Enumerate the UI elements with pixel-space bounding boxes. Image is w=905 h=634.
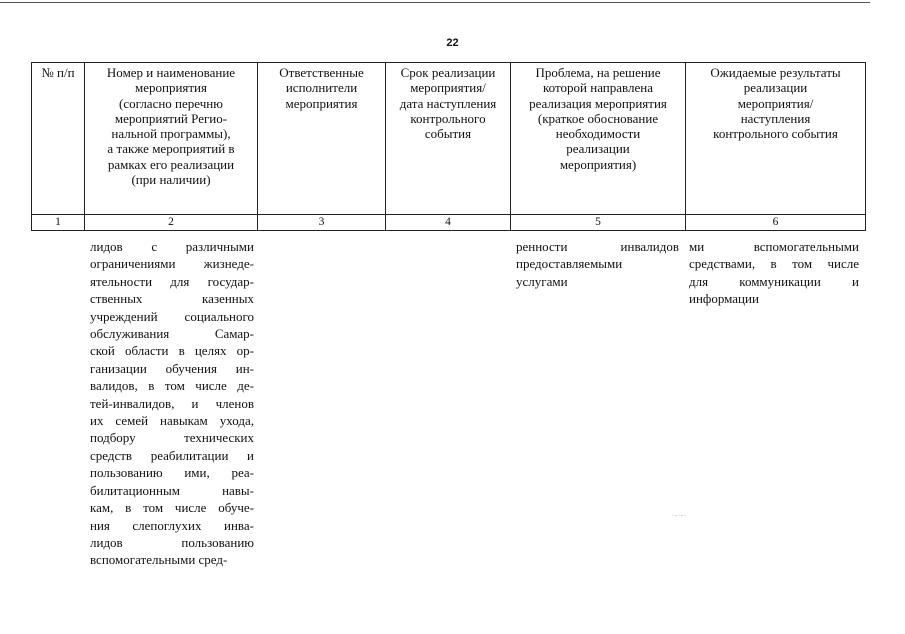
column-number-cell: 6 — [686, 215, 866, 231]
header-line: мероприятия/ — [410, 80, 486, 96]
text-line: обслуживания Самар- — [90, 326, 254, 342]
text-line: лидов пользованию — [90, 534, 254, 550]
header-cell-5 — [511, 63, 686, 215]
scan-speck: ·-·-· — [672, 513, 687, 519]
header-line: необходимости — [555, 126, 641, 142]
text-line: ственных казенных — [90, 291, 254, 307]
header-cell-4 — [386, 63, 511, 215]
text-line: их семей навыкам ухода, — [90, 413, 254, 429]
header-line: Номер и наименование — [106, 65, 236, 80]
header-line: дата наступления — [399, 95, 497, 111]
header-line: мероприятия — [285, 95, 358, 111]
header-line: реализации — [566, 141, 630, 157]
text-line: кам, в том числе обуче- — [90, 500, 254, 516]
text-line: средствами, в том числе — [689, 256, 859, 272]
text-line: предоставляемыми — [516, 256, 623, 272]
measures-table — [31, 62, 866, 231]
text-line: билитационным навы- — [90, 482, 254, 498]
text-line: ния слепоглухих инва- — [90, 517, 254, 533]
top-rule — [0, 2, 870, 3]
text-line: учреждений социального — [90, 308, 254, 324]
header-line: Проблема, на решение — [535, 65, 661, 80]
header-line: события — [424, 126, 472, 142]
column-number-row — [32, 215, 866, 231]
header-line: контрольного события — [713, 126, 838, 142]
header-line: исполнители — [285, 80, 358, 96]
header-line: Ожидаемые результаты — [710, 65, 841, 80]
header-line: (при наличии) — [131, 172, 211, 188]
text-line: тей-инвалидов, и членов — [90, 395, 254, 411]
page-number: 22 — [446, 37, 459, 49]
header-line: нальной программы), — [111, 126, 231, 142]
measure-name-continuation — [90, 238, 254, 569]
header-line: (согласно перечню — [119, 95, 223, 111]
header-cell-2 — [85, 63, 258, 215]
header-line: наступления — [740, 110, 811, 126]
header-line: (краткое обоснование — [537, 110, 659, 126]
text-line: ренности инвалидов — [516, 239, 679, 254]
table-header-row — [32, 63, 866, 215]
header-line: мероприятия — [134, 80, 207, 96]
header-line: мероприятия/ — [737, 95, 814, 111]
column-number-cell: 3 — [258, 215, 386, 231]
text-line: ганизации обучения ин- — [90, 360, 254, 376]
header-line: контрольного — [410, 110, 486, 126]
text-line: средств реабилитации и — [90, 447, 254, 463]
header-line: а также мероприятий в — [107, 141, 235, 157]
header-line: Срок реализации — [400, 65, 496, 80]
text-line: пользованию ими, реа- — [90, 465, 254, 481]
text-line: для коммуникации и — [689, 273, 859, 289]
text-line: вспомогательными сред- — [90, 552, 228, 568]
text-line: лидов с различными — [90, 239, 254, 254]
expected-results-continuation — [689, 238, 859, 308]
header-cell-3 — [258, 63, 386, 215]
header-line: № п/п — [41, 65, 75, 80]
header-line: мероприятия) — [559, 156, 637, 172]
header-cell-1 — [32, 63, 85, 215]
text-line: валидов, в том числе де- — [90, 378, 254, 394]
column-number-cell: 4 — [386, 215, 511, 231]
header-line: мероприятий Регио- — [114, 110, 228, 126]
text-line: ятельности для государ- — [90, 273, 254, 289]
text-line: ской области в целях ор- — [90, 343, 254, 359]
header-cell-6 — [686, 63, 866, 215]
text-line: услугами — [516, 273, 568, 289]
header-line: рамках его реализации — [107, 156, 235, 172]
text-line: информации — [689, 291, 759, 307]
header-line: Ответственные — [279, 65, 364, 80]
text-line: ограничениями жизнеде- — [90, 256, 254, 272]
header-line: реализации — [743, 80, 808, 96]
header-line: реализация мероприятия — [529, 95, 667, 111]
header-line: которой направлена — [543, 80, 653, 96]
problem-continuation — [516, 238, 679, 290]
column-number-cell: 2 — [85, 215, 258, 231]
text-line: подбору технических — [90, 430, 254, 446]
column-number-cell: 5 — [511, 215, 686, 231]
text-line: ми вспомогательными — [689, 239, 859, 254]
column-number-cell: 1 — [32, 215, 85, 231]
